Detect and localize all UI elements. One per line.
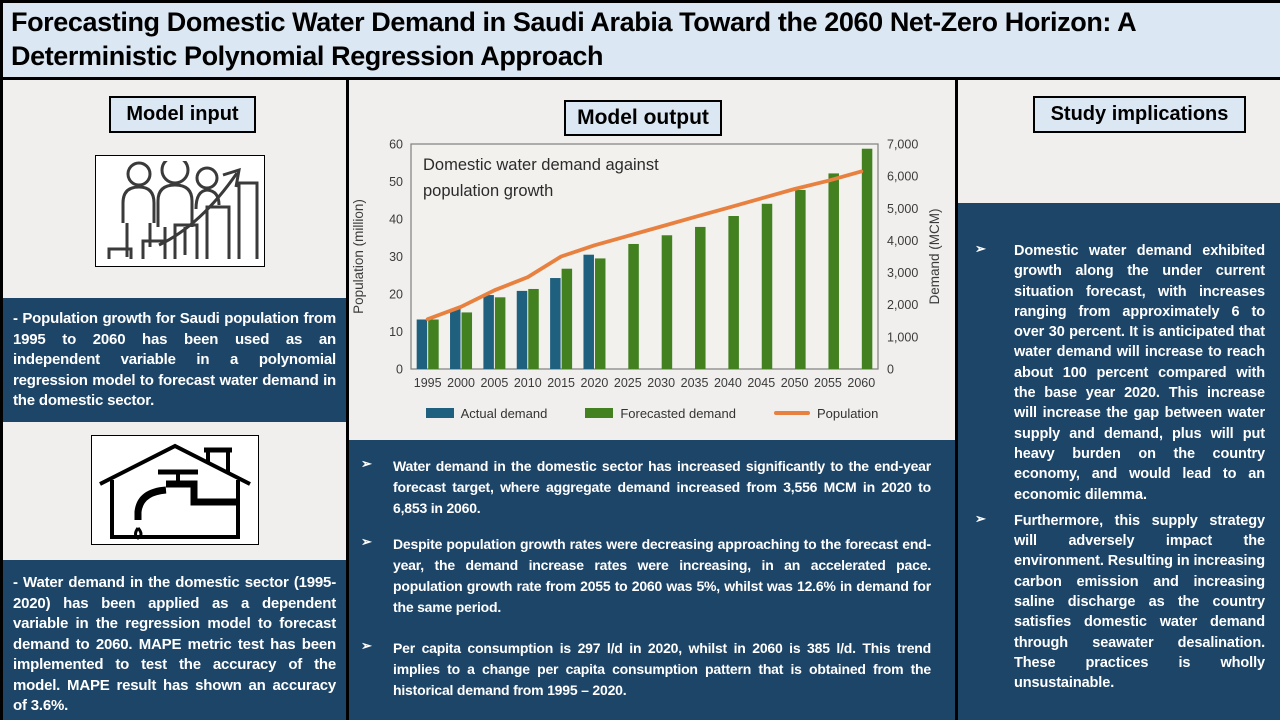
study-implications-heading: Study implications <box>1033 96 1246 133</box>
svg-text:0: 0 <box>887 362 894 377</box>
svg-text:10: 10 <box>389 325 403 339</box>
arrow-bullet-icon: ➢ <box>361 638 372 653</box>
implication-item: ➢ Furthermore, this supply strategy will adversely impact the environment. Resulting in increasing carbon emission and increasing saline discharge as the country satisfies domestic water demand through seawater desalination. These practices is wholly unsustainable. <box>958 511 1280 694</box>
arrow-bullet-icon: ➢ <box>361 534 372 549</box>
arrow-bullet-icon: ➢ <box>975 241 986 256</box>
model-output-column <box>346 80 958 720</box>
svg-text:2050: 2050 <box>780 376 809 390</box>
svg-text:0: 0 <box>396 362 403 377</box>
svg-text:3,000: 3,000 <box>887 266 919 281</box>
chart-legend <box>349 401 955 425</box>
svg-text:1,000: 1,000 <box>887 330 919 345</box>
chart-title: Domestic water demand against population growth <box>423 156 659 200</box>
svg-text:2015: 2015 <box>547 376 576 390</box>
forecasted-demand-swatch-icon <box>585 408 613 418</box>
svg-text:1995: 1995 <box>413 376 442 390</box>
svg-text:2000: 2000 <box>447 376 475 390</box>
svg-text:Demand (MCM): Demand (MCM) <box>927 208 942 305</box>
population-growth-icon <box>95 155 265 267</box>
svg-text:40: 40 <box>389 212 403 227</box>
house-water-tap-icon-svg <box>96 440 254 540</box>
implication-item: ➢ Domestic water demand exhibited growth along the under current situation forecast, with increases ranging from approximately 6 to over 30 percent. It is anticipated that water demand will increase to reach about 100 percent compared with the base year 2020. This increase will increase the gap between water supply and demand, plus will put heavy burden on the country economy, and would lead to an economic dilemma. <box>958 241 1280 505</box>
svg-text:30: 30 <box>389 250 403 264</box>
finding-item: ➢ Water demand in the domestic sector has increased significantly to the end-year forecast target, where aggregate demand increased from 3,556 MCM in 2020 to 6,853 in 2060. <box>349 456 955 519</box>
legend-item-forecasted-demand: Forecasted demand <box>585 406 736 421</box>
svg-text:2040: 2040 <box>713 376 742 390</box>
svg-text:2005: 2005 <box>480 376 509 390</box>
legend-item-actual-demand: Actual demand <box>426 406 548 421</box>
study-implications-column <box>958 80 1280 720</box>
svg-text:2,000: 2,000 <box>887 298 919 313</box>
model-input-column <box>3 80 346 720</box>
svg-text:2045: 2045 <box>747 376 776 390</box>
svg-text:2035: 2035 <box>680 376 709 390</box>
svg-text:50: 50 <box>389 175 403 189</box>
demand-population-chart <box>349 138 955 438</box>
house-water-tap-icon <box>91 435 259 545</box>
arrow-bullet-icon: ➢ <box>361 456 372 471</box>
model-input-text-1: - Population growth for Saudi population from 1995 to 2060 has been used as an independent variable in a polynomial regression model to forecast water demand in the domestic sector. <box>3 298 346 422</box>
svg-text:2055: 2055 <box>814 376 842 390</box>
finding-item: ➢ Per capita consumption is 297 l/d in 2020, whilst in 2060 is 385 l/d. This trend implies to a change per capita consumption pattern that is obtained from the historical demand from 1995 – 2020. <box>349 638 955 701</box>
model-input-text-2: - Water demand in the domestic sector (1995-2020) has been applied as a dependent variable in the regression model to forecast demand to 2060. MAPE metric test has been implemented to test the accuracy of the model. MAPE result has shown an accuracy of 3.6%. <box>3 560 346 720</box>
model-input-heading: Model input <box>109 96 256 133</box>
svg-text:2020: 2020 <box>580 376 609 390</box>
svg-text:60: 60 <box>389 138 403 152</box>
svg-text:7,000: 7,000 <box>887 138 919 152</box>
svg-text:2060: 2060 <box>847 376 876 390</box>
svg-text:Population (million): Population (million) <box>351 199 366 314</box>
svg-text:2025: 2025 <box>613 376 642 390</box>
svg-text:4,000: 4,000 <box>887 233 919 248</box>
model-output-findings <box>349 440 955 720</box>
svg-text:5,000: 5,000 <box>887 201 919 216</box>
poster-title: Forecasting Domestic Water Demand in Saudi Arabia Toward the 2060 Net-Zero Horizon: A Deterministic Polynomial Regression Approach <box>11 7 1136 71</box>
actual-demand-swatch-icon <box>426 408 454 418</box>
svg-text:2010: 2010 <box>513 376 542 390</box>
model-output-heading: Model output <box>564 100 722 136</box>
legend-item-population: Population <box>774 406 878 421</box>
header <box>3 3 1280 80</box>
arrow-bullet-icon: ➢ <box>975 510 986 526</box>
svg-text:2030: 2030 <box>647 376 676 390</box>
svg-text:20: 20 <box>389 287 403 302</box>
population-growth-icon-svg <box>101 161 259 261</box>
svg-text:6,000: 6,000 <box>887 169 919 184</box>
population-line-swatch-icon <box>774 411 810 415</box>
finding-item: ➢ Despite population growth rates were decreasing approaching to the forecast end-year, the demand increase rates were increasing, in an accelerated pace. population growth rate from 2055 to 2060 was 5%, whilst was 12.6% in demand for the same period. <box>349 534 955 618</box>
study-implications-box <box>958 203 1280 720</box>
